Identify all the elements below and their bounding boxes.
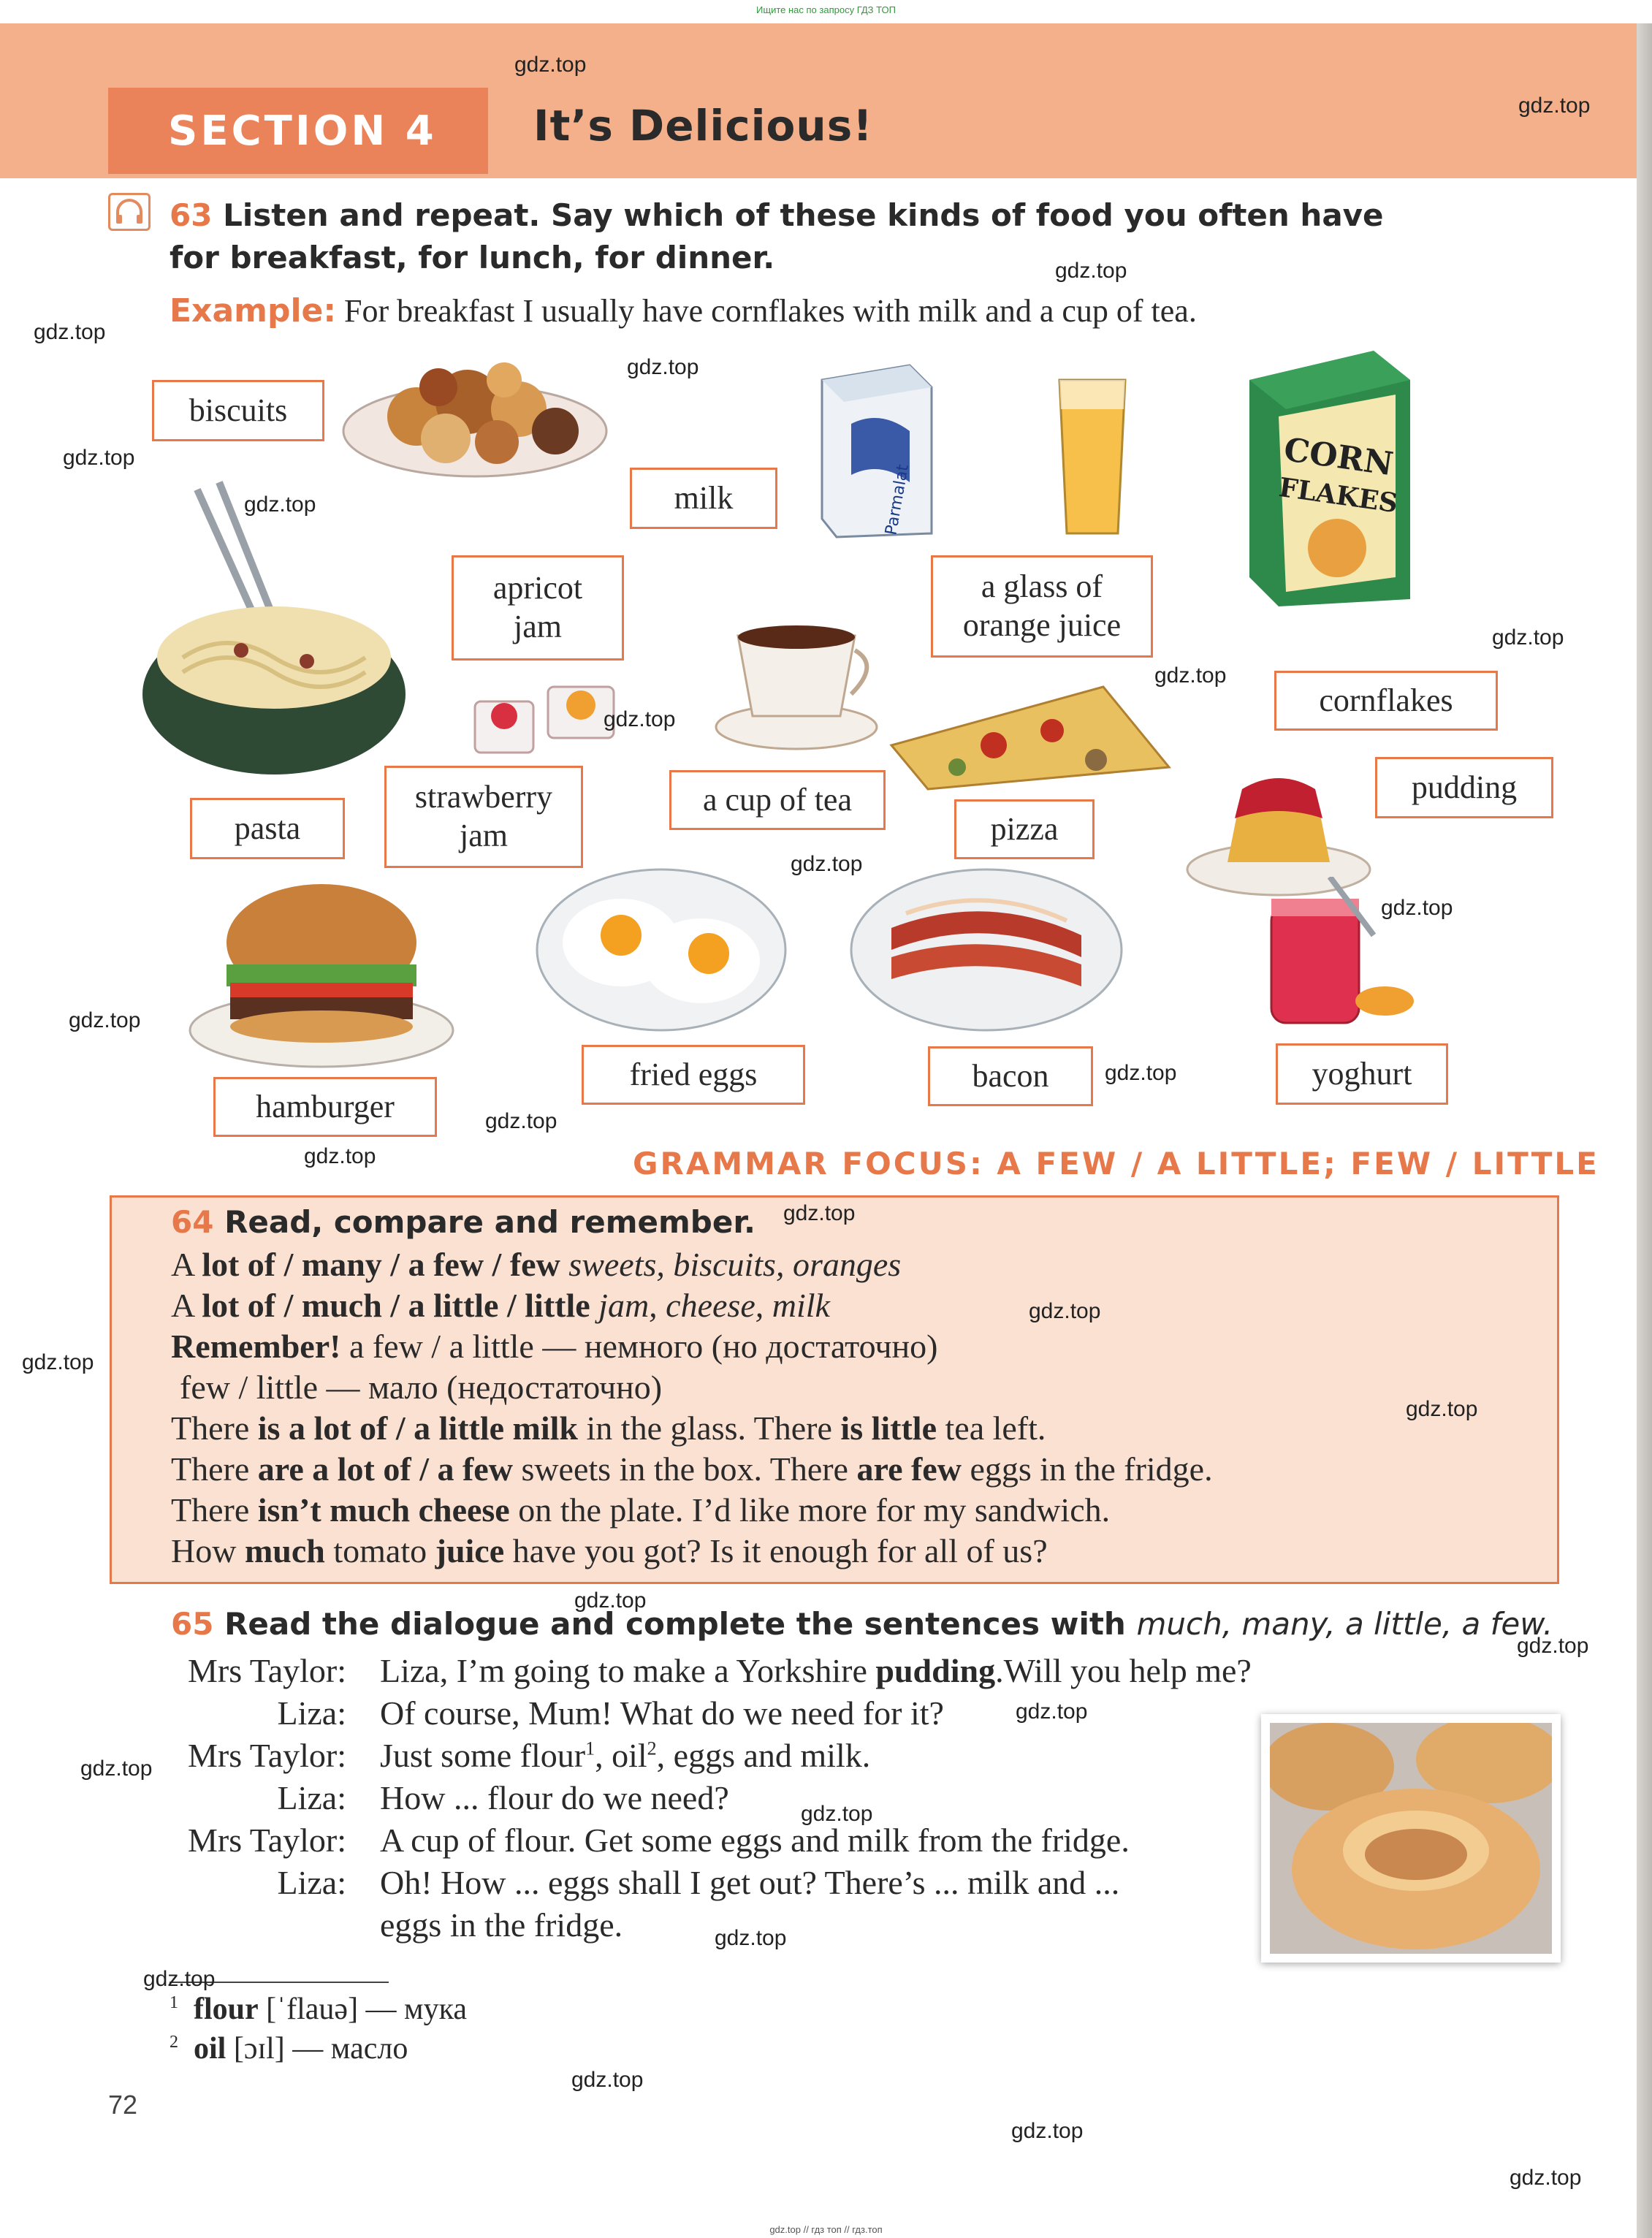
label-fried-eggs: fried eggs (582, 1045, 805, 1105)
label-pudding: pudding (1375, 757, 1553, 818)
page-number: 72 (108, 2090, 138, 2120)
label-orange-juice-line2: orange juice (962, 607, 1122, 643)
watermark: gdz.top (571, 2068, 644, 2092)
label-pasta: pasta (190, 798, 345, 859)
watermark: gdz.top (1105, 1061, 1177, 1085)
dialogue-speaker-2: Liza: (277, 1694, 346, 1732)
task-64-line1: A lot of / many / a few / few sweets, biscuits, oranges (171, 1246, 902, 1283)
cornflakes-box-image (1227, 336, 1432, 614)
page-edge (1637, 23, 1652, 2238)
label-pizza: pizza (954, 799, 1095, 859)
svg-text:Parmalat: Parmalat (882, 463, 913, 537)
label-biscuits: biscuits (152, 380, 324, 441)
watermark: gdz.top (69, 1008, 141, 1032)
watermark: gdz.top (304, 1144, 376, 1168)
label-milk: milk (630, 468, 777, 529)
label-apricot-jam (452, 555, 624, 661)
dialogue-line-5: A cup of flour. Get some eggs and milk from the fridge. (380, 1822, 1130, 1859)
watermark: gdz.top (791, 852, 863, 876)
task-65-number: 65 (171, 1606, 214, 1642)
example-text: For breakfast I usually have cornflakes with milk and a cup of tea. (344, 293, 1197, 329)
label-strawberry-jam-line1: strawberry (414, 779, 553, 815)
task-64-sentence1: There is a lot of / a little milk in the glass. There is little tea left. (171, 1409, 1046, 1447)
watermark: gdz.top (63, 446, 135, 470)
label-hamburger: hamburger (213, 1077, 437, 1137)
task-65-instruction: 65 Read the dialogue and complete the sentences with much, many, a little, a few. (171, 1606, 1553, 1642)
section-title: It’s Delicious! (533, 101, 873, 151)
dialogue-speaker-4: Liza: (277, 1779, 346, 1816)
watermark: gdz.top (1406, 1397, 1478, 1421)
footnote-2: $^2$ oil [ɔɪl] — масло (170, 2032, 408, 2066)
footnote-1: $^1$ flour [ˈflauə] — мука (170, 1992, 468, 2026)
pizza-image (884, 672, 1176, 796)
task-64-line2: A lot of / much / a little / little jam, cheese, milk (171, 1287, 830, 1324)
task-63-instruction (170, 197, 1384, 233)
orange-juice-image (1052, 365, 1133, 541)
watermark: gdz.top (485, 1109, 557, 1133)
svg-text:FLAKES: FLAKES (1276, 471, 1400, 519)
bottom-banner: gdz.top // гдз топ // гдз.топ (769, 2224, 883, 2235)
watermark: gdz.top (1510, 2166, 1582, 2190)
watermark: gdz.top (22, 1350, 94, 1374)
watermark: gdz.top (574, 1588, 647, 1613)
watermark: gdz.top (783, 1201, 856, 1225)
watermark: gdz.top (1055, 259, 1127, 283)
task-63-line1: Listen and repeat. Say which of these kinds of food you often have (223, 197, 1384, 233)
dialogue-speaker-3: Mrs Taylor: (188, 1737, 346, 1774)
dialogue-line-3: Just some flour$^1$, oil$^2$, eggs and milk. (380, 1737, 871, 1774)
label-apricot-jam-line2: jam (514, 609, 562, 644)
label-strawberry-jam-line2: jam (460, 818, 508, 853)
task-63-line2: for breakfast, for lunch, for dinner. (170, 240, 775, 275)
headphones-icon (108, 193, 151, 231)
watermark: gdz.top (143, 1967, 216, 1991)
watermark: gdz.top (1381, 896, 1453, 920)
watermark: gdz.top (1518, 94, 1591, 118)
watermark: gdz.top (514, 53, 587, 77)
cup-of-tea-image (709, 606, 884, 753)
task-64-remember: Remember! a few / a little — немного (но достаточно) (171, 1328, 938, 1365)
watermark: gdz.top (1016, 1700, 1088, 1724)
top-banner: Ищите нас по запросу ГДЗ ТОП (756, 4, 896, 15)
watermark: gdz.top (1154, 663, 1227, 688)
fried-eggs-image (533, 862, 789, 1038)
dialogue-speaker-6: Liza: (277, 1864, 346, 1901)
milk-carton-image (800, 351, 946, 541)
watermark: gdz.top (627, 355, 699, 379)
dialogue-speaker-5: Mrs Taylor: (188, 1822, 346, 1859)
label-apricot-jam-line1: apricot (492, 570, 583, 606)
watermark: gdz.top (1011, 2119, 1084, 2143)
watermark: gdz.top (1029, 1299, 1101, 1323)
task-63-number: 63 (170, 197, 213, 233)
dialogue-line-6: Oh! How ... eggs shall I get out? There’s ... milk and ... (380, 1864, 1120, 1901)
bacon-image (848, 862, 1125, 1038)
dialogue-speaker-1: Mrs Taylor: (188, 1652, 346, 1689)
task-64-sentence2: There are a lot of / a few sweets in the box. There are few eggs in the fridge. (171, 1450, 1213, 1488)
dialogue-line-1: Liza, I’m going to make a Yorkshire pudding.Will you help me? (380, 1652, 1252, 1689)
watermark: gdz.top (1517, 1634, 1589, 1658)
label-strawberry-jam (384, 766, 583, 868)
task-63-example (170, 292, 1197, 330)
label-bacon: bacon (928, 1046, 1093, 1106)
task-64-remember-2: few / little — мало (недостаточно) (180, 1369, 663, 1406)
task-64-sentence3: There isn’t much cheese on the plate. I’d like more for my sandwich. (171, 1491, 1111, 1529)
biscuits-image (336, 321, 614, 482)
task-64-instruction-text: Read, compare and remember. (224, 1204, 755, 1240)
label-yoghurt: yoghurt (1276, 1043, 1448, 1105)
dialogue-line-2: Of course, Mum! What do we need for it? (380, 1694, 944, 1732)
dialogue-line-6-cont: eggs in the fridge. (380, 1906, 623, 1944)
label-orange-juice-line1: a glass of (981, 568, 1103, 605)
svg-text:CORN: CORN (1282, 430, 1396, 484)
watermark: gdz.top (1492, 625, 1564, 650)
watermark: gdz.top (80, 1756, 153, 1781)
task-64-number: 64 (171, 1204, 214, 1240)
watermark: gdz.top (715, 1926, 787, 1950)
grammar-focus-heading: GRAMMAR FOCUS: A FEW / A LITTLE; FEW / LITTLE (633, 1146, 1599, 1181)
dialogue-line-4: How ... flour do we need? (380, 1779, 729, 1816)
pasta-image (139, 475, 409, 796)
watermark: gdz.top (604, 707, 676, 731)
section-label: SECTION 4 (108, 88, 488, 174)
watermark: gdz.top (244, 492, 316, 517)
label-cornflakes: cornflakes (1274, 671, 1498, 731)
jam-portions-image (468, 672, 621, 760)
label-cup-of-tea: a cup of tea (669, 770, 886, 830)
example-label: Example: (170, 292, 336, 330)
label-orange-juice (931, 555, 1153, 658)
hamburger-image (186, 877, 457, 1074)
watermark: gdz.top (34, 320, 106, 344)
task-64-sentence4: How much tomato juice have you got? Is it enough for all of us? (171, 1532, 1048, 1569)
task-64-instruction (171, 1204, 755, 1240)
watermark: gdz.top (801, 1802, 873, 1826)
yorkshire-pudding-photo (1261, 1714, 1561, 1963)
